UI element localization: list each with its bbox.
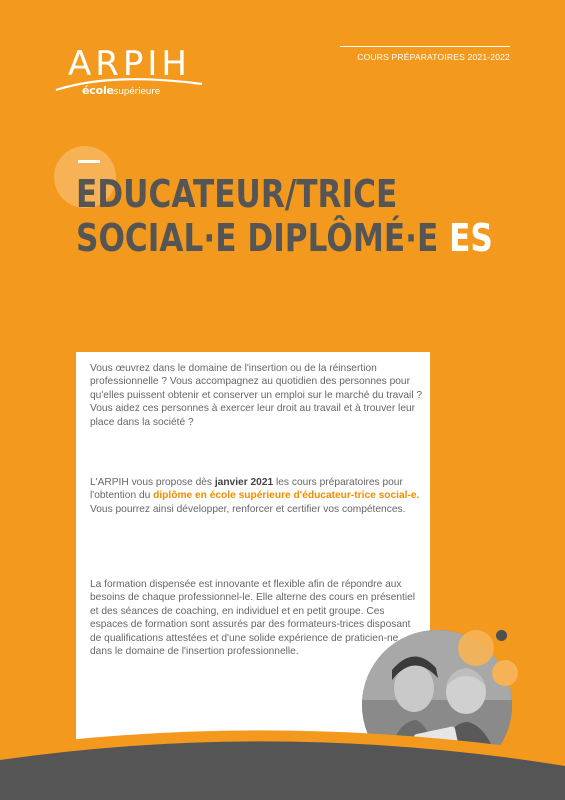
offer-paragraph: L'ARPIH vous propose dès janvier 2021 les cours préparatoires pour l'obtention du diplôme en école supérieure d'éducateur-trice social-e. Vous pourrez ainsi développer, renforcer et certifier vos compétences. (90, 477, 420, 515)
decorative-dash (78, 160, 100, 163)
header-rule (340, 46, 510, 47)
arpih-logo (52, 44, 212, 104)
logo-subtitle: écolesupérieure (82, 84, 160, 97)
page-title (76, 172, 493, 260)
title-es-accent: ES (449, 216, 493, 260)
decorative-dot-large (458, 630, 494, 666)
bottom-wave (0, 720, 565, 800)
diploma-highlight: diplôme en école supérieure d'éducateur-trice social-e. (153, 490, 420, 502)
title-line-2: SOCIAL·E DIPLÔMÉ·E ES (76, 216, 493, 260)
title-line-1: EDUCATEUR/TRICE (76, 172, 398, 216)
decorative-dot-medium (492, 660, 518, 686)
logo-text: ARPIH (68, 44, 191, 84)
course-label: COURS PRÉPARATOIRES 2021-2022 (357, 52, 510, 62)
training-paragraph: La formation dispensée est innovante et flexible afin de répondre aux besoins de chaque professionnel-le. Elle alterne des cours en présentiel et des séances de coaching, en individuel et en petit groupe. Ces espaces de formation sont assurés par des formateurs-trices disposant de qualifications attestées et d'une solide expérience de praticien-ne dans le domaine de l'insertion professionnelle. (90, 579, 416, 658)
decorative-dot-small (496, 630, 507, 641)
intro-paragraph: Vous œuvrez dans le domaine de l'insertion ou de la réinsertion professionnelle ? Vous accompagnez au quotidien des personnes pour qu'elles puissent obtenir et conserver un emploi sur le marché du travail ? Vous aidez ces personnes à exercer leur droit au travail et à trouver leur place dans la société ? (90, 363, 423, 428)
